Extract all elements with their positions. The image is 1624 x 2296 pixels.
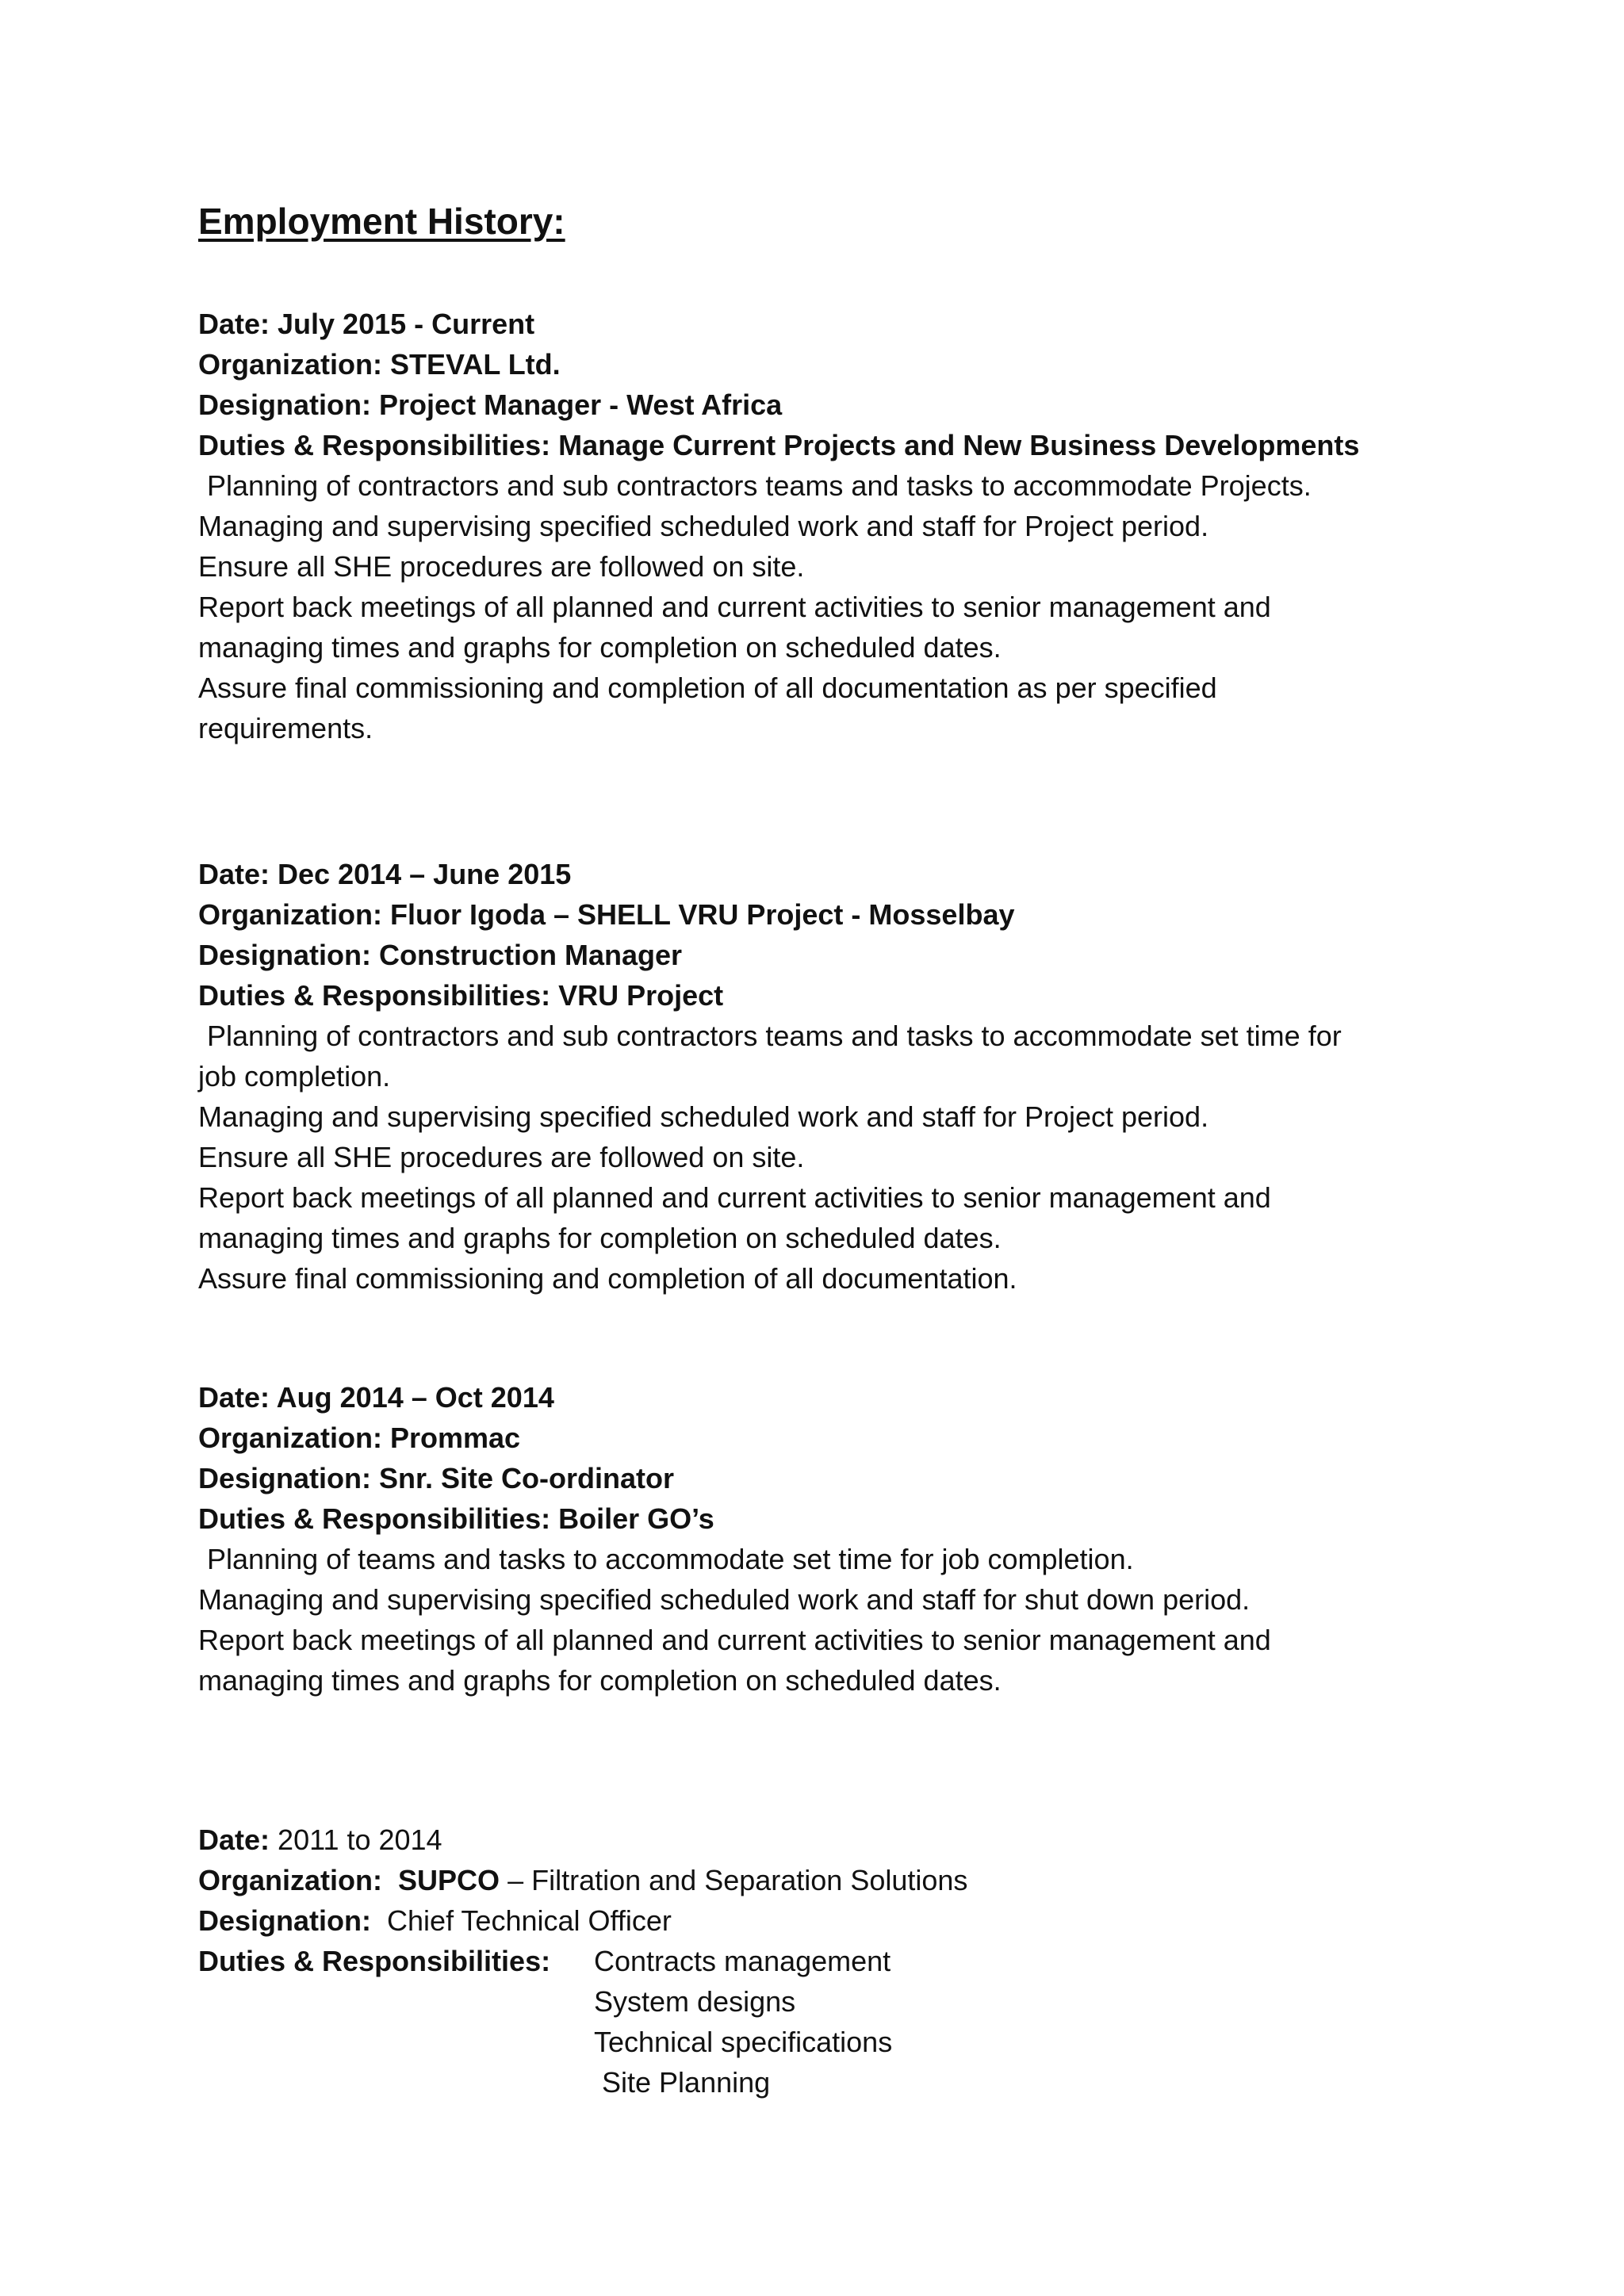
job-organization-label: Organization: bbox=[198, 1864, 382, 1896]
job-duty-point: Report back meetings of all planned and current activities to senior management and bbox=[198, 1181, 1271, 1214]
job-designation-label: Designation: bbox=[198, 1904, 372, 1937]
section-heading: Employment History: bbox=[198, 201, 565, 242]
job-duty-point: Managing and supervising specified scheduled work and staff for Project period. bbox=[198, 510, 1209, 542]
job-duties-title: Duties & Responsibilities: Boiler GO’s bbox=[198, 1502, 714, 1535]
job-duty-point: managing times and graphs for completion on scheduled dates. bbox=[198, 1664, 1002, 1697]
job-duties-title: Duties & Responsibilities: Manage Current Projects and New Business Developments bbox=[198, 429, 1360, 461]
job-duty-point: managing times and graphs for completion on scheduled dates. bbox=[198, 631, 1002, 664]
job-designation bbox=[198, 1900, 1515, 1941]
job-duty-point: Planning of contractors and sub contractors teams and tasks to accommodate Projects. bbox=[207, 469, 1312, 502]
job-duty-point: Ensure all SHE procedures are followed on site. bbox=[198, 1141, 805, 1173]
job-date bbox=[198, 1820, 1515, 1860]
job-duties bbox=[198, 1941, 1515, 2103]
job-date: Date: Dec 2014 – June 2015 bbox=[198, 858, 572, 890]
job-organization: Organization: STEVAL Ltd. bbox=[198, 348, 561, 381]
job-duty-point: Assure final commissioning and completion of all documentation. bbox=[198, 1262, 1017, 1295]
job-duty-point: job completion. bbox=[198, 1060, 391, 1093]
job-duty-point: Assure final commissioning and completion of all documentation as per specified bbox=[198, 672, 1217, 704]
job-entry-supco bbox=[198, 1820, 1515, 2103]
job-duty-item: Contracts management bbox=[594, 1945, 891, 1977]
job-duty-point: Managing and supervising specified scheduled work and staff for shut down period. bbox=[198, 1583, 1251, 1616]
job-duty-point: Report back meetings of all planned and current activities to senior management and bbox=[198, 1624, 1271, 1656]
job-duty-point: Managing and supervising specified scheduled work and staff for Project period. bbox=[198, 1100, 1209, 1133]
job-duty-point: Ensure all SHE procedures are followed on site. bbox=[198, 550, 805, 583]
job-designation: Designation: Snr. Site Co-ordinator bbox=[198, 1462, 675, 1494]
job-organization: Organization: Prommac bbox=[198, 1422, 521, 1454]
job-entry-prommac bbox=[198, 1377, 1515, 1701]
job-duty-point: managing times and graphs for completion on scheduled dates. bbox=[198, 1222, 1002, 1254]
job-date: Date: July 2015 - Current bbox=[198, 308, 535, 340]
job-entry-fluor bbox=[198, 854, 1515, 1299]
job-entry-steval bbox=[198, 304, 1515, 748]
job-organization bbox=[198, 1860, 1515, 1900]
job-date: Date: Aug 2014 – Oct 2014 bbox=[198, 1381, 554, 1414]
job-date-value: 2011 to 2014 bbox=[278, 1823, 442, 1856]
job-duty-point: requirements. bbox=[198, 712, 373, 744]
job-duties-title: Duties & Responsibilities: VRU Project bbox=[198, 979, 724, 1012]
job-duty-item: System designs bbox=[594, 1985, 796, 2018]
job-duty-point: Planning of teams and tasks to accommodate set time for job completion. bbox=[207, 1543, 1134, 1575]
job-duty-point: Planning of contractors and sub contractors teams and tasks to accommodate set time for bbox=[207, 1020, 1342, 1052]
job-duties-list bbox=[594, 1941, 892, 2103]
job-organization-name: SUPCO bbox=[398, 1864, 500, 1896]
job-duties-label: Duties & Responsibilities: bbox=[198, 1945, 551, 1977]
job-organization: Organization: Fluor Igoda – SHELL VRU Project - Mosselbay bbox=[198, 898, 1015, 931]
job-duty-point: Report back meetings of all planned and current activities to senior management and bbox=[198, 591, 1271, 623]
job-organization-description: – Filtration and Separation Solutions bbox=[508, 1864, 968, 1896]
job-designation: Designation: Project Manager - West Africa bbox=[198, 388, 783, 421]
job-date-label: Date: bbox=[198, 1823, 270, 1856]
job-duty-item: Technical specifications bbox=[594, 2026, 893, 2058]
job-designation: Designation: Construction Manager bbox=[198, 939, 683, 971]
job-designation-value: Chief Technical Officer bbox=[387, 1904, 672, 1937]
job-duty-item: Site Planning bbox=[602, 2066, 771, 2099]
